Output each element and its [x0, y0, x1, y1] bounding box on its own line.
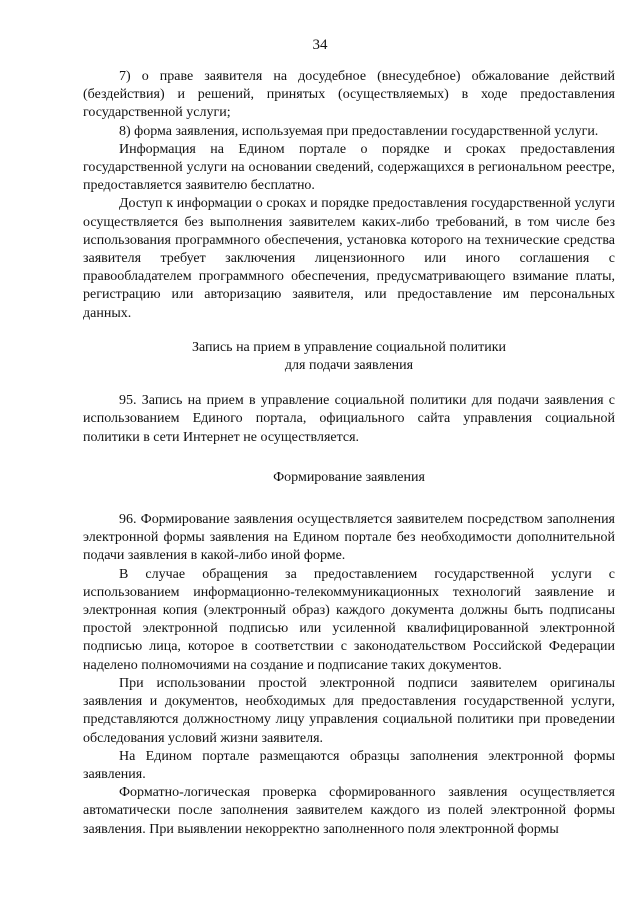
paragraph-access-info: Доступ к информации о сроках и порядке предоставления государственной услуги осуществляется без выполнения заявителем каких-либо требований, в том числе без использования программного обеспечения, установка которого на технические средства заявителя требует заключения лицензионного или иного соглашения с правообладателем программного обеспечения, предусматривающего взимание платы, регистрацию или авторизацию заявителя, или предоставление им персональных данных.	[83, 196, 615, 321]
section-heading-application-forming: Формирование заявления	[273, 469, 425, 485]
document-body	[83, 68, 615, 839]
paragraph-portal-info: Информация на Едином портале о порядке и сроках предоставления государственной услуги на основании сведений, содержащихся в региональном реестре, предоставляется заявителю бесплатно.	[83, 141, 615, 194]
paragraph-simple-signature: При использовании простой электронной подписи заявителем оригиналы заявления и документов, необходимых для предоставления государственной услуги, представляются должностному лицу управления социальной политики при проведении обследования условий жизни заявителя.	[83, 675, 615, 746]
paragraph-electronic-signature: В случае обращения за предоставлением государственной услуги с использованием информационно-телекоммуникационных технологий заявление и электронная копия (электронный образ) каждого документа должны быть подписаны простой электронной подписью или усиленной квалифицированной электронной подписью лица, которое в соответствии с законодательством Российской Федерации наделено полномочиями на создание и подписание таких документов.	[83, 566, 615, 673]
paragraph-item-8: 8) форма заявления, используемая при предоставлении государственной услуги.	[119, 123, 599, 139]
paragraph-96: 96. Формирование заявления осуществляется заявителем посредством заполнения электронной формы заявления на Едином портале без необходимости дополнительной подачи заявления в какой-либо иной форме.	[83, 512, 615, 564]
section-heading-appointment	[83, 339, 615, 375]
page-number: 34	[312, 37, 328, 53]
paragraph-item-7: 7) о праве заявителя на досудебное (внесудебное) обжалование действий (бездействия) и решений, принятых (осуществляемых) в ходе предоставления государственной услуги;	[83, 69, 615, 121]
section-heading-appointment-line1: Запись на прием в управление социальной политики	[191, 339, 507, 355]
paragraph-samples: На Едином портале размещаются образцы заполнения электронной формы заявления.	[83, 748, 615, 782]
paragraph-format-check: Форматно-логическая проверка сформированного заявления осуществляется автоматически после заполнения заявителем каждого из полей электронной формы заявления. При выявлении некорректно заполненного поля электронной формы	[83, 785, 615, 837]
section-heading-appointment-line2: для подачи заявления	[284, 358, 414, 374]
paragraph-95: 95. Запись на прием в управление социальной политики для подачи заявления с использованием Единого портала, официального сайта управления социальной политики в сети Интернет не осуществляется.	[83, 393, 615, 445]
